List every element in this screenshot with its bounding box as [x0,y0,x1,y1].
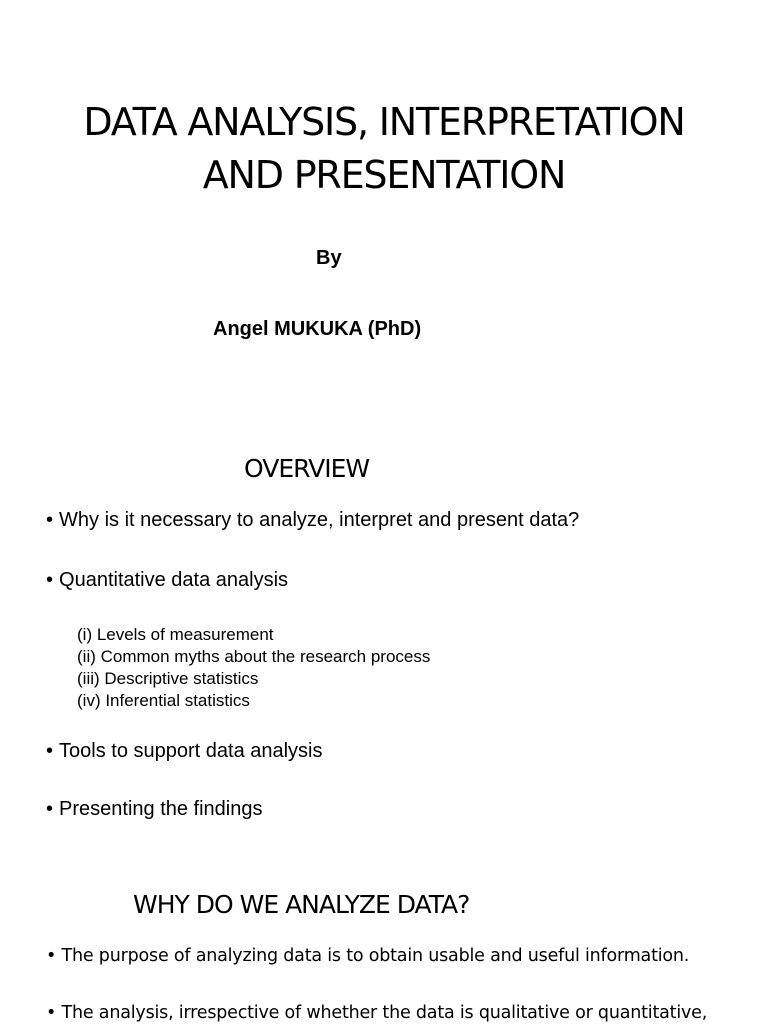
sublist-item: (ii) Common myths about the research process [77,647,431,666]
bullet-text: Tools to support data analysis [59,740,323,762]
overview-bullet-1 [46,509,579,532]
bullet-text: Quantitative data analysis [59,569,289,591]
bullet-text: Why is it necessary to analyze, interpret and present data? [59,509,580,531]
sublist-item: (i) Levels of measurement [77,625,274,644]
bullet-icon: • [46,946,57,966]
sublist-item: (iii) Descriptive statistics [77,669,259,688]
overview-heading: OVERVIEW [244,454,370,483]
bullet-icon: • [46,509,54,531]
title-line-1: DATA ANALYSIS, INTERPRETATION [83,100,685,144]
presentation-title [0,96,768,202]
bullet-text: The analysis, irrespective of whether the data is qualitative or quantitative, [61,1003,708,1023]
author-name: Angel MUKUKA (PhD) [213,318,422,340]
overview-bullet-4 [46,798,262,821]
bullet-icon: • [46,569,54,591]
bullet-icon: • [46,740,54,762]
why-bullet-1 [46,946,689,966]
bullet-icon: • [46,798,54,820]
overview-bullet-3 [46,740,323,763]
why-heading: WHY DO WE ANALYZE DATA? [133,890,470,919]
by-label: By [316,247,342,269]
title-line-2: AND PRESENTATION [202,153,566,197]
why-bullet-2 [46,1003,707,1023]
overview-bullet-2 [46,569,288,592]
bullet-text: Presenting the findings [59,798,263,820]
sublist-item: (iv) Inferential statistics [77,691,250,710]
bullet-text: The purpose of analyzing data is to obtain usable and useful information. [61,946,690,966]
quantitative-sublist [77,624,430,712]
bullet-icon: • [46,1003,57,1023]
